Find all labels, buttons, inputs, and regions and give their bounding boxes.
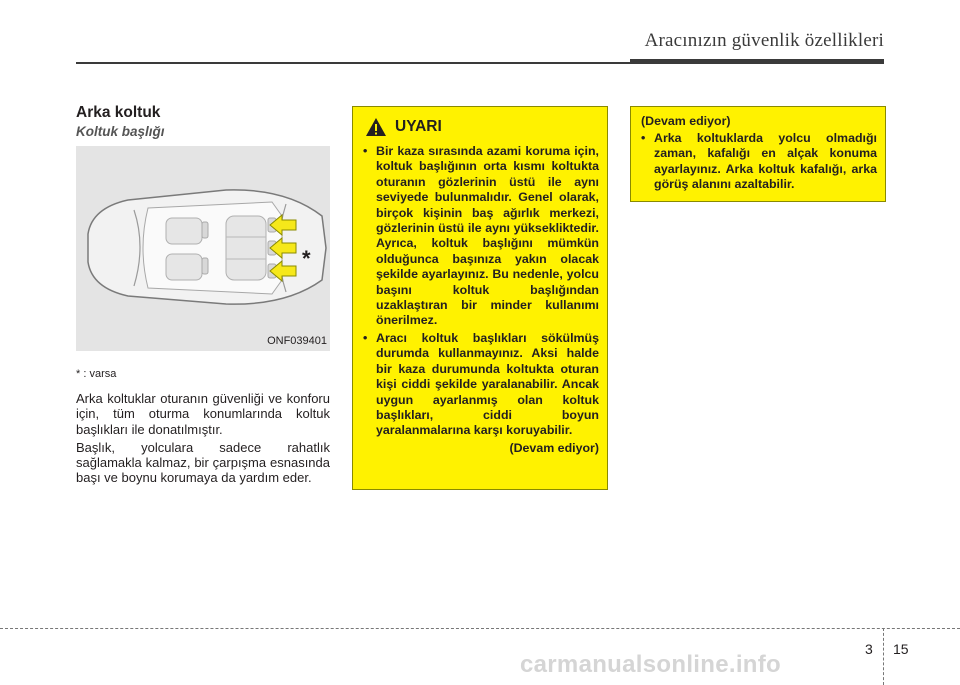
footnote: * : varsa xyxy=(76,368,117,380)
left-column xyxy=(76,104,330,139)
car-top-view-illustration xyxy=(76,146,330,351)
section-title: Arka koltuk xyxy=(76,104,161,121)
car-headrest-figure xyxy=(76,146,330,351)
warning-item: • Aracı koltuk başlıkları sökülmüş durumda kullanmayınız. Aksi halde bir kaza durumunda koltukta oturan kişi ciddi şekilde yaralanabilir. Ancak uygun ayarlanmış olan koltuk başlıkları, ciddi boyun yaralanmalarına karşı koruyabilir. xyxy=(363,331,599,439)
header-rule-accent xyxy=(630,59,884,64)
footer-divider xyxy=(883,628,884,685)
continuation-list xyxy=(641,131,877,193)
continuation-box xyxy=(630,106,886,202)
page-number: 15 xyxy=(893,641,909,657)
continuation-header: (Devam ediyor) xyxy=(641,114,731,128)
optional-asterisk: * xyxy=(302,246,311,271)
paragraph: Arka koltuklar oturanın güvenliği ve konforu için, tüm oturma konumlarında koltuk başlıkları ile donatılmıştır. xyxy=(76,391,330,437)
warning-title: UYARI xyxy=(395,118,442,135)
watermark: carmanualsonline.info xyxy=(520,651,782,678)
footer-rule xyxy=(0,628,960,629)
warning-box xyxy=(352,106,608,490)
section-subtitle: Koltuk başlığı xyxy=(76,124,165,139)
warning-item: • Bir kaza sırasında azami koruma için, koltuk başlığının orta kısmı koltukta oturanın gözlerinin üstü ile aynı seviyede bulunmalıdır. Genel olarak, birçok kişinin baş ağırlık merkezi, gözlerinin üstü ile aynı yüksekliktedir. Ayrıca, koltuk başlığını mümkün olduğunca başınıza yakın olacak şekilde ayarlayınız. Bu nedenle, yolcu başını koltuk başlığından uzaklaştıran bir minder kullanımı önerilmez. xyxy=(363,144,599,329)
body-text xyxy=(76,391,330,489)
warning-list xyxy=(363,144,599,439)
continued-label: (Devam ediyor) xyxy=(509,440,599,455)
header-title: Aracınızın güvenlik özellikleri xyxy=(644,30,884,51)
warning-header xyxy=(363,117,599,137)
continuation-item: • Arka koltuklarda yolcu olmadığı zaman, kafalığı en alçak konuma ayarlayınız. Arka koltuk kafalığı, arka görüş alanını azaltabilir. xyxy=(641,131,877,193)
figure-code: ONF039401 xyxy=(267,335,327,347)
paragraph: Başlık, yolculara sadece rahatlık sağlamakla kalmaz, bir çarpışma esnasında başı ve boynu korumaya da yardım eder. xyxy=(76,439,330,486)
chapter-number: 3 xyxy=(865,641,873,657)
warning-triangle-icon xyxy=(365,117,387,137)
